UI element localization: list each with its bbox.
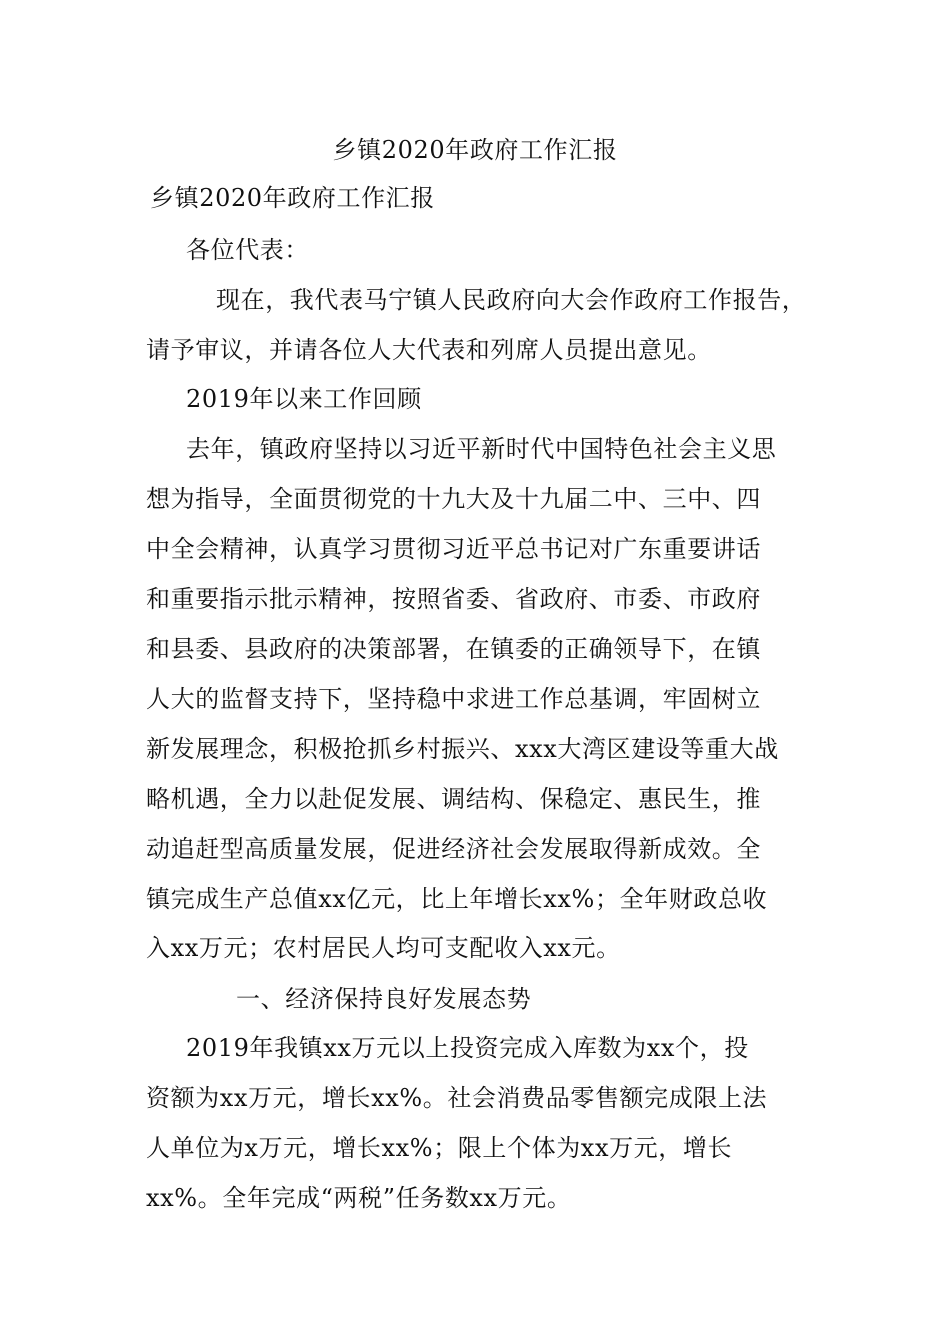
paragraph-line: 中全会精神，认真学习贯彻习近平总书记对广东重要讲话 <box>146 535 761 563</box>
paragraph-line: xx%。全年完成“两税”任务数xx万元。 <box>146 1184 572 1212</box>
subtitle-line: 乡镇2020年政府工作汇报 <box>150 184 435 212</box>
paragraph-line: 和县委、县政府的决策部署，在镇委的正确领导下，在镇 <box>146 635 761 663</box>
section-heading: 2019年以来工作回顾 <box>186 385 422 413</box>
paragraph-line: 和重要指示批示精神，按照省委、省政府、市委、市政府 <box>146 585 761 613</box>
paragraph-line: 想为指导，全面贯彻党的十九大及十九届二中、三中、四 <box>146 485 761 513</box>
section-heading: 一、经济保持良好发展态势 <box>236 985 532 1013</box>
salutation-line: 各位代表： <box>186 236 309 264</box>
paragraph-line: 2019年我镇xx万元以上投资完成入库数为xx个，投 <box>186 1034 749 1062</box>
paragraph-line: 资额为xx万元，增长xx%。社会消费品零售额完成限上法 <box>146 1084 768 1112</box>
paragraph-line: 现在，我代表马宁镇人民政府向大会作政府工作报告， <box>216 286 807 314</box>
document-title: 乡镇2020年政府工作汇报 <box>332 136 618 164</box>
paragraph-line: 去年，镇政府坚持以习近平新时代中国特色社会主义思 <box>186 435 777 463</box>
paragraph-line: 动追赶型高质量发展，促进经济社会发展取得新成效。全 <box>146 835 761 863</box>
paragraph-line: 请予审议，并请各位人大代表和列席人员提出意见。 <box>146 336 712 364</box>
paragraph-line: 人单位为x万元，增长xx%；限上个体为xx万元，增长 <box>146 1134 733 1162</box>
paragraph-line: 略机遇，全力以赴促发展、调结构、保稳定、惠民生，推 <box>146 785 761 813</box>
paragraph-line: 人大的监督支持下，坚持稳中求进工作总基调，牢固树立 <box>146 685 761 713</box>
paragraph-line: 新发展理念，积极抢抓乡村振兴、xxx大湾区建设等重大战 <box>146 735 779 763</box>
paragraph-line: 镇完成生产总值xx亿元，比上年增长xx%；全年财政总收 <box>146 885 768 913</box>
paragraph-line: 入xx万元；农村居民人均可支配收入xx元。 <box>146 934 621 962</box>
